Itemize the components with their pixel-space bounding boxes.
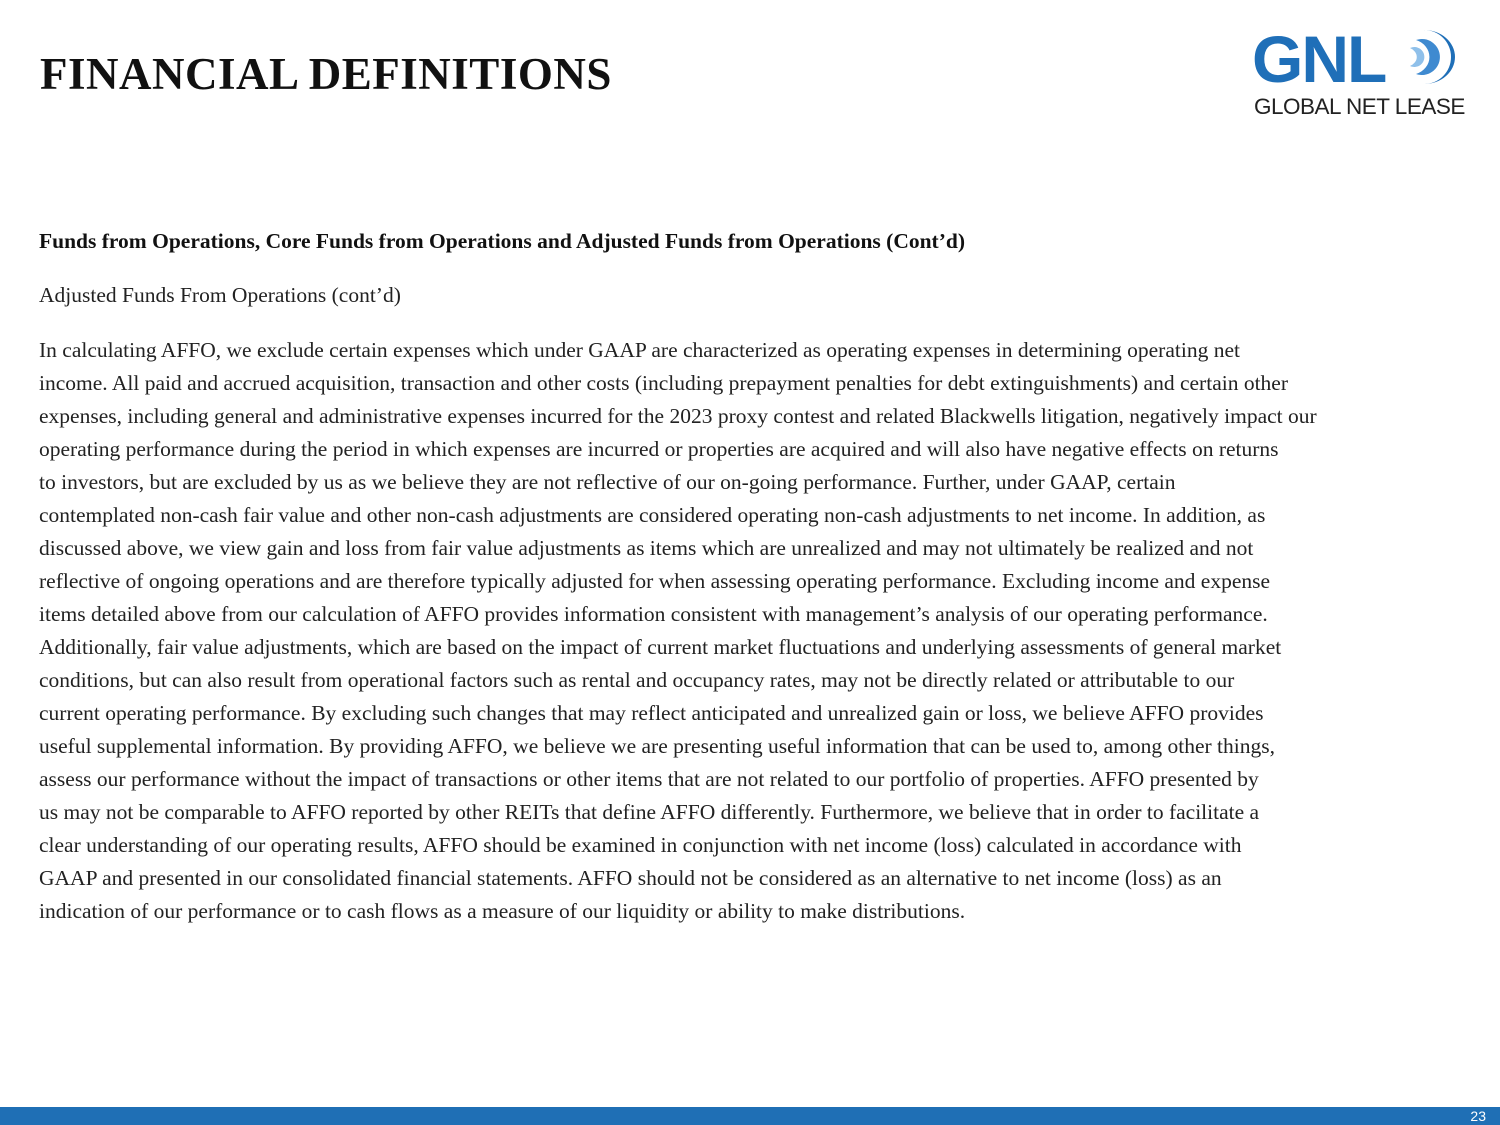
- body-line: indication of our performance or to cash flows as a measure of our liquidity or ability to make distributions.: [39, 899, 966, 923]
- body-line: assess our performance without the impact of transactions or other items that are not related to our portfolio of properties. AFFO presented by: [39, 767, 1259, 791]
- gnl-logo: [1252, 24, 1467, 124]
- footer-bar: [0, 1107, 1500, 1125]
- logo-name: GLOBAL NET LEASE: [1254, 94, 1465, 119]
- body-line: contemplated non-cash fair value and other non-cash adjustments are considered operating non-cash adjustments to net income. In addition, as: [39, 503, 1266, 527]
- body-line: clear understanding of our operating results, AFFO should be examined in conjunction with net income (loss) calculated in accordance with: [39, 833, 1242, 857]
- logo-mark: GNL: [1252, 22, 1386, 96]
- body-line: GAAP and presented in our consolidated financial statements. AFFO should not be considered as an alternative to net income (loss) as an: [39, 866, 1222, 890]
- body-line: Additionally, fair value adjustments, which are based on the impact of current market fluctuations and underlying assessments of general market: [39, 635, 1282, 659]
- body-line: to investors, but are excluded by us as we believe they are not reflective of our on-going performance. Further, under GAAP, certain: [39, 470, 1176, 494]
- body-line: reflective of ongoing operations and are therefore typically adjusted for when assessing operating performance. Excluding income and expense: [39, 569, 1271, 593]
- page-number: 23: [1470, 1108, 1486, 1124]
- body-line: income. All paid and accrued acquisition, transaction and other costs (including prepayment penalties for debt extinguishments) and certain other: [39, 371, 1289, 395]
- body-paragraph: [39, 334, 1317, 928]
- body-line: items detailed above from our calculation of AFFO provides information consistent with management’s analysis of our operating performance.: [39, 602, 1268, 626]
- page-title: FINANCIAL DEFINITIONS: [40, 49, 612, 99]
- body-line: discussed above, we view gain and loss from fair value adjustments as items which are unrealized and may not ultimately be realized and not: [39, 536, 1254, 560]
- body-line: expenses, including general and administrative expenses incurred for the 2023 proxy contest and related Blackwells litigation, negatively impact our: [39, 404, 1317, 428]
- body-line: useful supplemental information. By providing AFFO, we believe we are presenting useful information that can be used to, among other things,: [39, 734, 1275, 758]
- body-line: current operating performance. By excluding such changes that may reflect anticipated and unrealized gain or loss, we believe AFFO provides: [39, 701, 1264, 725]
- body-line: In calculating AFFO, we exclude certain expenses which under GAAP are characterized as operating expenses in determining operating net: [39, 338, 1240, 362]
- section-subheading: Adjusted Funds From Operations (cont’d): [39, 283, 401, 307]
- logo-swirl-icon: [1402, 26, 1464, 88]
- section-heading: Funds from Operations, Core Funds from Operations and Adjusted Funds from Operations (Cont’d): [39, 229, 965, 253]
- body-line: us may not be comparable to AFFO reported by other REITs that define AFFO differently. Furthermore, we believe that in order to facilitate a: [39, 800, 1260, 824]
- body-line: operating performance during the period in which expenses are incurred or properties are acquired and will also have negative effects on returns: [39, 437, 1279, 461]
- body-line: conditions, but can also result from operational factors such as rental and occupancy rates, may not be directly related or attributable to our: [39, 668, 1235, 692]
